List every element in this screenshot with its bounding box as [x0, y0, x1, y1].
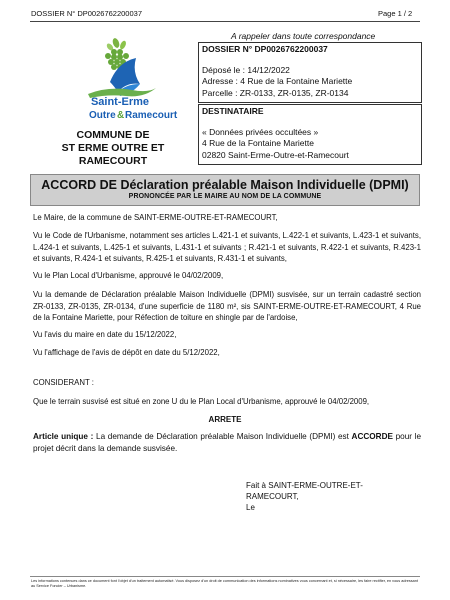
- dossier-parcelle: Parcelle : ZR-0133, ZR-0135, ZR-0134: [202, 87, 349, 98]
- article-label: Article unique :: [33, 432, 94, 441]
- commune-title: [38, 129, 188, 168]
- signature-line3: Le: [246, 503, 255, 512]
- maire-paragraph: Le Maire, de la commune de SAINT-ERME-OUTRE-ET-RAMECOURT,: [33, 213, 278, 222]
- terrain-paragraph: Que le terrain susvisé est situé en zone U du le Plan Local d'Urbanisme, approuvé le 04/02/2009,: [33, 397, 370, 406]
- logo-ampersand: &: [117, 110, 125, 121]
- signature-line1: Fait à SAINT-ERME-OUTRE-ET-: [246, 481, 363, 490]
- destinataire-street: 4 Rue de la Fontaine Mariette: [202, 138, 314, 148]
- signature-line2: RAMECOURT,: [246, 492, 299, 501]
- destinataire-box: [198, 104, 422, 165]
- considerant-heading: CONSIDERANT :: [33, 378, 94, 387]
- decision-subtitle: PRONONCÉE PAR LE MAIRE AU NOM DE LA COMMUNE: [128, 193, 322, 200]
- commune-logo: [70, 36, 178, 124]
- article-accorde: ACCORDE: [351, 432, 393, 441]
- article-text-post: pour le projet décrit dans la demande susvisée.: [33, 432, 422, 453]
- dossier-info-box: [198, 42, 422, 103]
- dossier-box-title: DOSSIER N° DP0026762200037: [202, 44, 328, 54]
- correspondence-note: A rappeler dans toute correspondance: [231, 31, 376, 41]
- logo-text-line3: Ramecourt: [125, 110, 178, 121]
- destinataire-name: « Données privées occultées »: [202, 126, 319, 137]
- commune-logo-graphic: [70, 36, 178, 124]
- dossier-address: Adresse : 4 Rue de la Fontaine Mariette: [202, 76, 353, 86]
- depose-date: Déposé le : 14/12/2022: [202, 64, 290, 75]
- demande-paragraph: Vu la demande de Déclaration préalable Maison Individuelle (DPMI) susvisée, sur un terrain cadastré section ZR-0133, ZR-0135, ZR-0134, d'une superficie de 1180 m², sis SAINT-ERME-OUTRE-ET-RAMECOURT, 4 Rue de la Fontaine Mariette, pour Réfection de toiture en shingle par de l'ardoise,: [33, 290, 421, 322]
- commune-title-line2: ST ERME OUTRE ET: [61, 142, 165, 154]
- code-urbanisme-paragraph: Vu le Code de l'Urbanisme, notamment ses articles L.421-1 et suivants, L.422-1 et suivants, L.423-1 et suivants, L.424-1 et suivants, L.425-1 et suivants, L.431-1 et suivants ; R.421-1 et suivants, R.422-1 et suivants, R.423-1 et suivants, R.424-1 et suivants, R.425-1 et suivants, R.431-1 et suivants,: [33, 231, 421, 263]
- affichage-paragraph: Vu l'affichage de l'avis de dépôt en date du 5/12/2022,: [33, 348, 220, 357]
- footer-note: Les informations contenues dans ce document font l'objet d'un traitement automatisé. Vous disposez d'un droit de communication des informations nominatives vous concernant et, si nécessaire, les faire rectifier, en vous adressant au Service Foncier – Urbanisme.: [31, 579, 418, 588]
- decision-banner: [30, 174, 420, 206]
- destinataire-city: 02820 Saint-Erme-Outre-et-Ramecourt: [202, 149, 349, 160]
- decision-title: ACCORD DE Déclaration préalable Maison Individuelle (DPMI): [41, 178, 409, 192]
- destinataire-title: DESTINATAIRE: [202, 106, 264, 116]
- signature-block: [246, 480, 396, 513]
- header-divider: [30, 21, 420, 22]
- avis-paragraph: Vu l'avis du maire en date du 15/12/2022,: [33, 330, 177, 339]
- commune-title-line1: COMMUNE DE: [76, 129, 150, 141]
- footer-divider: [30, 576, 420, 577]
- arrete-heading: ARRETE: [208, 415, 242, 424]
- article-unique: [33, 431, 421, 454]
- page-number: Page 1 / 2: [378, 9, 413, 18]
- commune-title-line3: RAMECOURT: [78, 155, 148, 167]
- logo-text-line2: Outre: [89, 110, 116, 121]
- plu-paragraph: Vu le Plan Local d'Urbanisme, approuvé le 04/02/2009,: [33, 271, 224, 280]
- logo-text-line1: Saint-Erme: [90, 96, 150, 108]
- dossier-header: DOSSIER N° DP0026762200037: [31, 9, 142, 18]
- article-text-pre: La demande de Déclaration préalable Maison Individuelle (DPMI) est: [93, 432, 352, 441]
